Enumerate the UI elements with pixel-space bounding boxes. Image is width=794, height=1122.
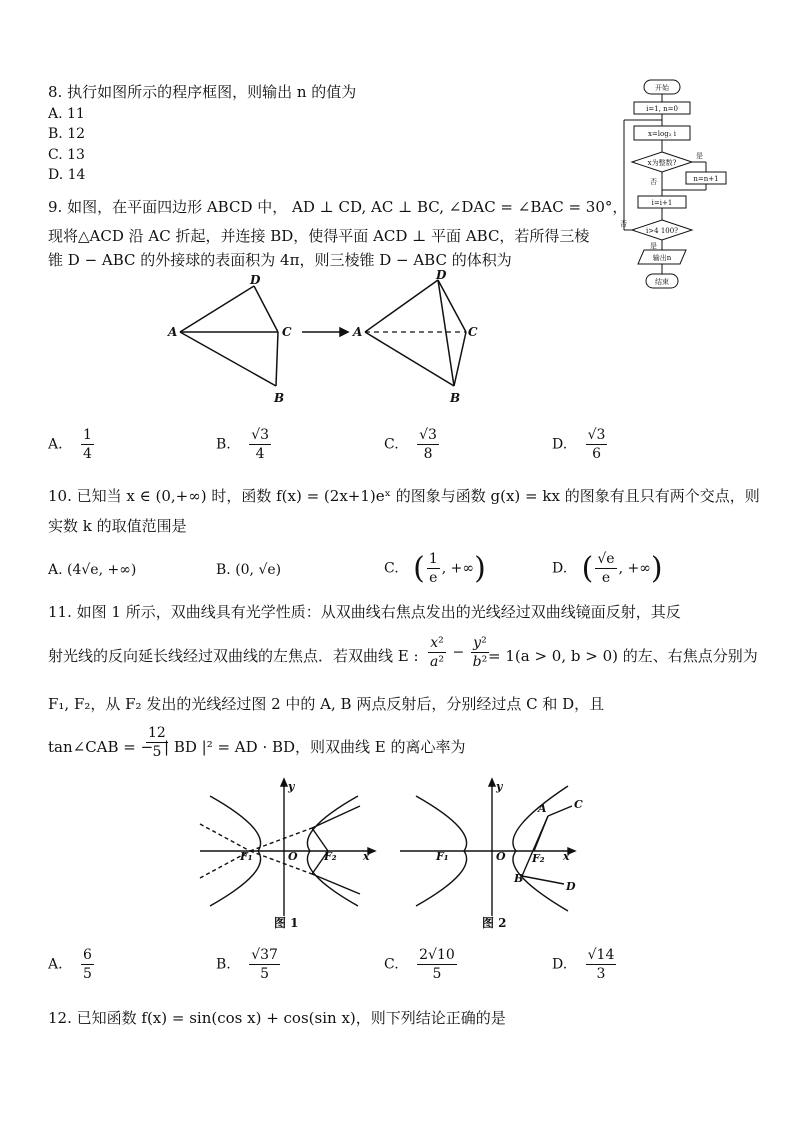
flow-assign-text: x=log₂ i — [647, 130, 677, 138]
q9-option-a: A. $\frac{1}{4}$ — [48, 427, 92, 462]
q9-fig1-label-b: B — [274, 391, 285, 405]
fig2-d-label: D — [566, 880, 576, 893]
q10-option-a: A. (4√e, +∞) — [48, 562, 137, 578]
q11-line4a: tan∠CAB = − — [48, 738, 154, 756]
flow-inci-text: i=i+1 — [651, 199, 673, 207]
q11-tan-fraction: $\frac{12}{5}$ — [148, 725, 166, 760]
fig2-a-label: A — [538, 802, 547, 815]
fig1-f2-label: F₂ — [324, 850, 337, 863]
flow-yes1-text: 是 — [696, 152, 703, 160]
q11-line4b: | BD |² = AD · BD，则双曲线 E 的离心率为 — [164, 738, 466, 756]
fig2-f1-label: F₁ — [436, 850, 449, 863]
q9-fig1-label-d: D — [250, 273, 261, 287]
q11-line2b: = 1(a > 0, b > 0) 的左、右焦点分别为 — [488, 647, 758, 665]
q10-option-c: C. ( $\frac{1}{e}$ , +∞) — [384, 551, 486, 586]
q10-line2: 实数 k 的取值范围是 — [48, 517, 187, 535]
q11-option-c: C. $\frac{2√10}{5}$ — [384, 947, 455, 982]
fig2-origin-label: O — [496, 850, 506, 863]
q8-option-a: A. 11 — [48, 106, 85, 122]
q9-fold-diagram — [160, 270, 490, 410]
q11-figure1 — [200, 776, 380, 921]
q12-stem: 12. 已知函数 f(x) = sin(cos x) + cos(sin x)，则下列结论正确的是 — [48, 1009, 506, 1027]
flow-no2-text: 否 — [620, 220, 627, 228]
q9-line2: 现将△ACD 沿 AC 折起，并连接 BD，使得平面 ACD ⊥ 平面 ABC，若所得三棱 — [48, 227, 590, 245]
q10-line1: 10. 已知当 x ∈ (0,+∞) 时，函数 f(x) = (2x+1)eˣ 的图象与函数 g(x) = kx 的图象有且只有两个交点，则 — [48, 487, 760, 505]
q11-figure1-caption: 图 1 — [274, 916, 299, 930]
q9-fig2-label-d: D — [436, 268, 447, 282]
fig1-x-label: x — [363, 850, 370, 863]
fig1-origin-label: O — [288, 850, 298, 863]
q9-fig2-label-b: B — [450, 391, 461, 405]
flow-init-text: i=1, n=0 — [646, 105, 678, 113]
q10-option-d: D. ( $\frac{√e}{e}$ , +∞) — [552, 551, 663, 586]
flow-end-text: 结束 — [655, 278, 669, 286]
q9-fig2-label-a: A — [353, 325, 363, 339]
q11-figure2 — [400, 776, 590, 921]
q10-option-b: B. (0, √e) — [216, 562, 282, 578]
q9-option-d: D. $\frac{√3}{6}$ — [552, 427, 606, 462]
flow-incn-text: n=n+1 — [693, 175, 719, 183]
fig2-b-label: B — [514, 872, 524, 885]
fig2-c-label: C — [574, 798, 583, 811]
flow-yes2-text: 是 — [650, 242, 657, 250]
flow-output-text: 输出n — [652, 254, 672, 262]
fig2-x-label: x — [563, 850, 570, 863]
q11-option-d: D. $\frac{√14}{3}$ — [552, 947, 615, 982]
q9-fig1-label-c: C — [282, 325, 292, 339]
q11-line1: 11. 如图 1 所示，双曲线具有光学性质：从双曲线右焦点发出的光线经过双曲线镜面反射，其反 — [48, 603, 681, 621]
flow-cond1-text: x为整数? — [647, 159, 677, 167]
fig1-y-label: y — [288, 780, 295, 793]
flow-cond2-text: i>4 100? — [646, 227, 678, 235]
q8-option-c: C. 13 — [48, 147, 85, 163]
q8-option-b: B. 12 — [48, 126, 86, 142]
fig2-y-label: y — [496, 780, 503, 793]
q11-option-a: A. $\frac{6}{5}$ — [48, 947, 92, 982]
q9-option-b: B. $\frac{√3}{4}$ — [216, 427, 270, 462]
flow-start-text: 开始 — [655, 84, 669, 92]
q11-line3: F₁, F₂，从 F₂ 发出的光线经过图 2 中的 A, B 两点反射后，分别经过点 C 和 D，且 — [48, 695, 605, 713]
q9-option-c: C. $\frac{√3}{8}$ — [384, 427, 437, 462]
flow-no1-text: 否 — [650, 178, 657, 186]
q8-option-d: D. 14 — [48, 167, 86, 183]
q8-stem: 8. 执行如图所示的程序框图，则输出 n 的值为 — [48, 83, 357, 101]
q9-line3: 锥 D − ABC 的外接球的表面积为 4π，则三棱锥 D − ABC 的体积为 — [48, 251, 512, 269]
fig2-f2-label: F₂ — [532, 852, 545, 865]
q11-line2a: 射光线的反向延长线经过双曲线的左焦点．若双曲线 E : — [48, 647, 419, 665]
q11-hyperbola-equation: $\frac{\text{x²}}{\text{a²}}$ − $\frac{\text{y²}}{\text{b²}}$ — [430, 635, 488, 670]
q9-line1: 9. 如图，在平面四边形 ABCD 中， AD ⊥ CD, AC ⊥ BC, ∠DAC = ∠BAC = 30°， — [48, 198, 628, 216]
q11-option-b: B. $\frac{√37}{5}$ — [216, 947, 278, 982]
q11-figure2-caption: 图 2 — [482, 916, 507, 930]
flowchart-diagram — [614, 76, 719, 291]
q9-fig1-label-a: A — [168, 325, 178, 339]
q9-fig2-label-c: C — [468, 325, 478, 339]
fig1-f1-label: F₁ — [240, 850, 253, 863]
